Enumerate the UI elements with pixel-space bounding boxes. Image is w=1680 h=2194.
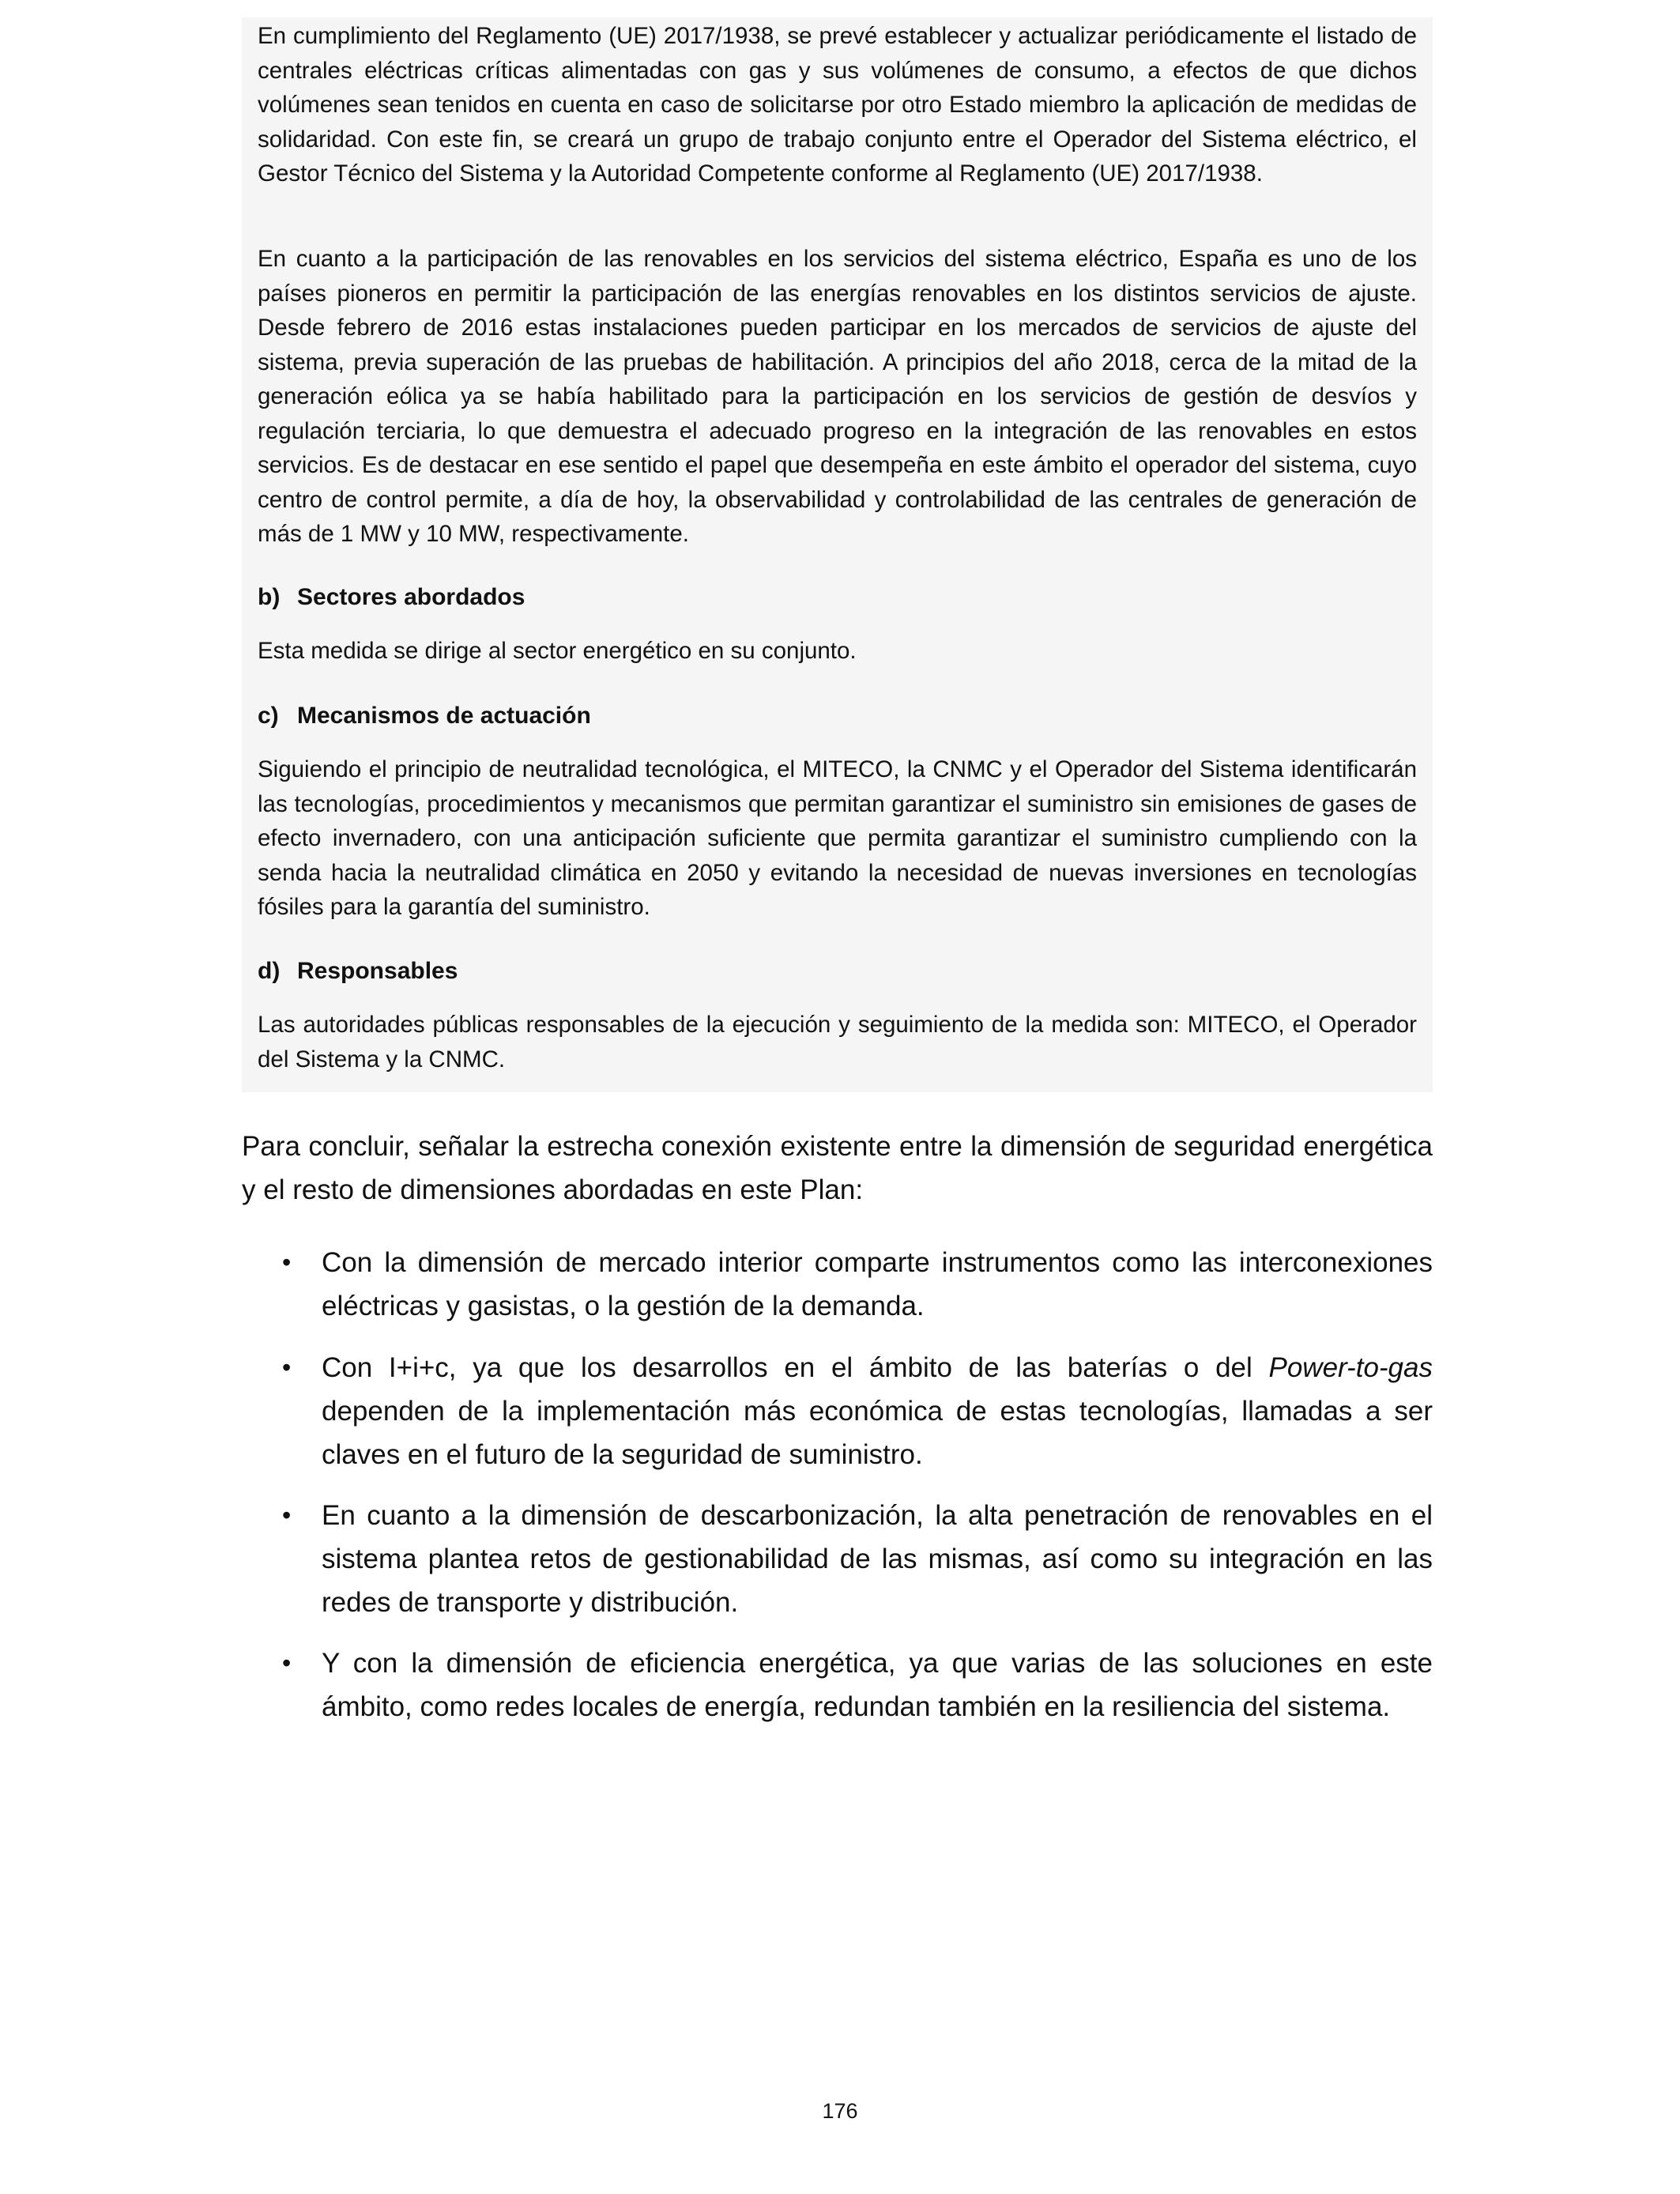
heading-responsables: [258, 958, 458, 985]
bullet-icon: •: [282, 1353, 292, 1382]
heading-mecanismos: [258, 703, 591, 729]
heading-title: Mecanismos de actuación: [297, 703, 591, 729]
box-text-sectores: Esta medida se dirige al sector energético en su conjunto.: [258, 638, 857, 664]
bullet-text: [322, 1346, 1433, 1476]
list-item: [242, 1494, 1433, 1624]
box-text-responsables: Las autoridades públicas responsables de la ejecución y seguimiento de la medida son: MITECO, el Operador del Sistema y la CNMC.: [258, 1012, 1417, 1072]
bullet-text: Y con la dimensión de eficiencia energética, ya que varias de las soluciones en este ámbito, como redes locales de energía, redundan también en la resiliencia del sistema.: [322, 1648, 1433, 1722]
bullet-icon: •: [282, 1649, 292, 1677]
list-item: [242, 1241, 1433, 1328]
conclusion-paragraph: Para concluir, señalar la estrecha conexión existente entre la dimensión de seguridad energética y el resto de dimensiones abordadas en este Plan:: [242, 1131, 1433, 1205]
list-item: [242, 1642, 1433, 1728]
bullet-icon: •: [282, 1248, 292, 1276]
list-item: [242, 1346, 1433, 1476]
bullet-text-part: Con I+i+c, ya que los desarrollos en el ámbito de las baterías o del: [322, 1352, 1269, 1383]
heading-sectores: [258, 584, 525, 611]
page-number: 176: [822, 2099, 858, 2123]
heading-letter: b): [258, 584, 281, 610]
box-paragraph-gas-plants: En cumplimiento del Reglamento (UE) 2017/1938, se prevé establecer y actualizar periódicamente el listado de centrales eléctricas críticas alimentadas con gas y sus volúmenes de consumo, a efectos de que dichos volúmenes sean tenidos en cuenta en caso de solicitarse por otro Estado miembro la aplicación de medidas de solidaridad. Con este fin, se creará un grupo de trabajo conjunto entre el Operador del Sistema eléctrico, el Gestor Técnico del Sistema y la Autoridad Competente conforme al Reglamento (UE) 2017/1938.: [258, 23, 1417, 187]
bullet-text: Con la dimensión de mercado interior comparte instrumentos como las interconexiones eléctricas y gasistas, o la gestión de la demanda.: [322, 1247, 1433, 1321]
bullet-text: En cuanto a la dimensión de descarbonización, la alta penetración de renovables en el sistema plantea retos de gestionabilidad de las mismas, así como su integración en las redes de transporte y distribución.: [322, 1500, 1433, 1618]
box-paragraph-renewables: En cuanto a la participación de las renovables en los servicios del sistema eléctrico, España es uno de los países pioneros en permitir la participación de las energías renovables en los distintos servicios de ajuste. Desde febrero de 2016 estas instalaciones pueden participar en los mercados de servicios de ajuste del sistema, previa superación de las pruebas de habilitación. A principios del año 2018, cerca de la mitad de la generación eólica ya se había habilitado para la participación en los servicios de gestión de desvíos y regulación terciaria, lo que demuestra el adecuado progreso en la integración de las renovables en estos servicios. Es de destacar en ese sentido el papel que desempeña en este ámbito el operador del sistema, cuyo centro de control permite, a día de hoy, la observabilidad y controlabilidad de las centrales de generación de más de 1 MW y 10 MW, respectivamente.: [258, 246, 1417, 547]
heading-title: Responsables: [297, 958, 458, 984]
heading-letter: c): [258, 703, 279, 729]
heading-title: Sectores abordados: [297, 584, 525, 610]
bullet-text-italic: Power-to-gas: [1268, 1352, 1433, 1383]
bullet-icon: •: [282, 1501, 292, 1529]
box-text-mecanismos: Siguiendo el principio de neutralidad tecnológica, el MITECO, la CNMC y el Operador del Sistema identificarán las tecnologías, procedimientos y mecanismos que permitan garantizar el suministro sin emisiones de gases de efecto invernadero, con una anticipación suficiente que permita garantizar el suministro cumpliendo con la senda hacia la neutralidad climática en 2050 y evitando la necesidad de nuevas inversiones en tecnologías fósiles para la garantía del suministro.: [258, 756, 1417, 920]
bullet-text-part: dependen de la implementación más económica de estas tecnologías, llamadas a ser claves en el futuro de la seguridad de suministro.: [322, 1396, 1433, 1470]
heading-letter: d): [258, 958, 281, 984]
